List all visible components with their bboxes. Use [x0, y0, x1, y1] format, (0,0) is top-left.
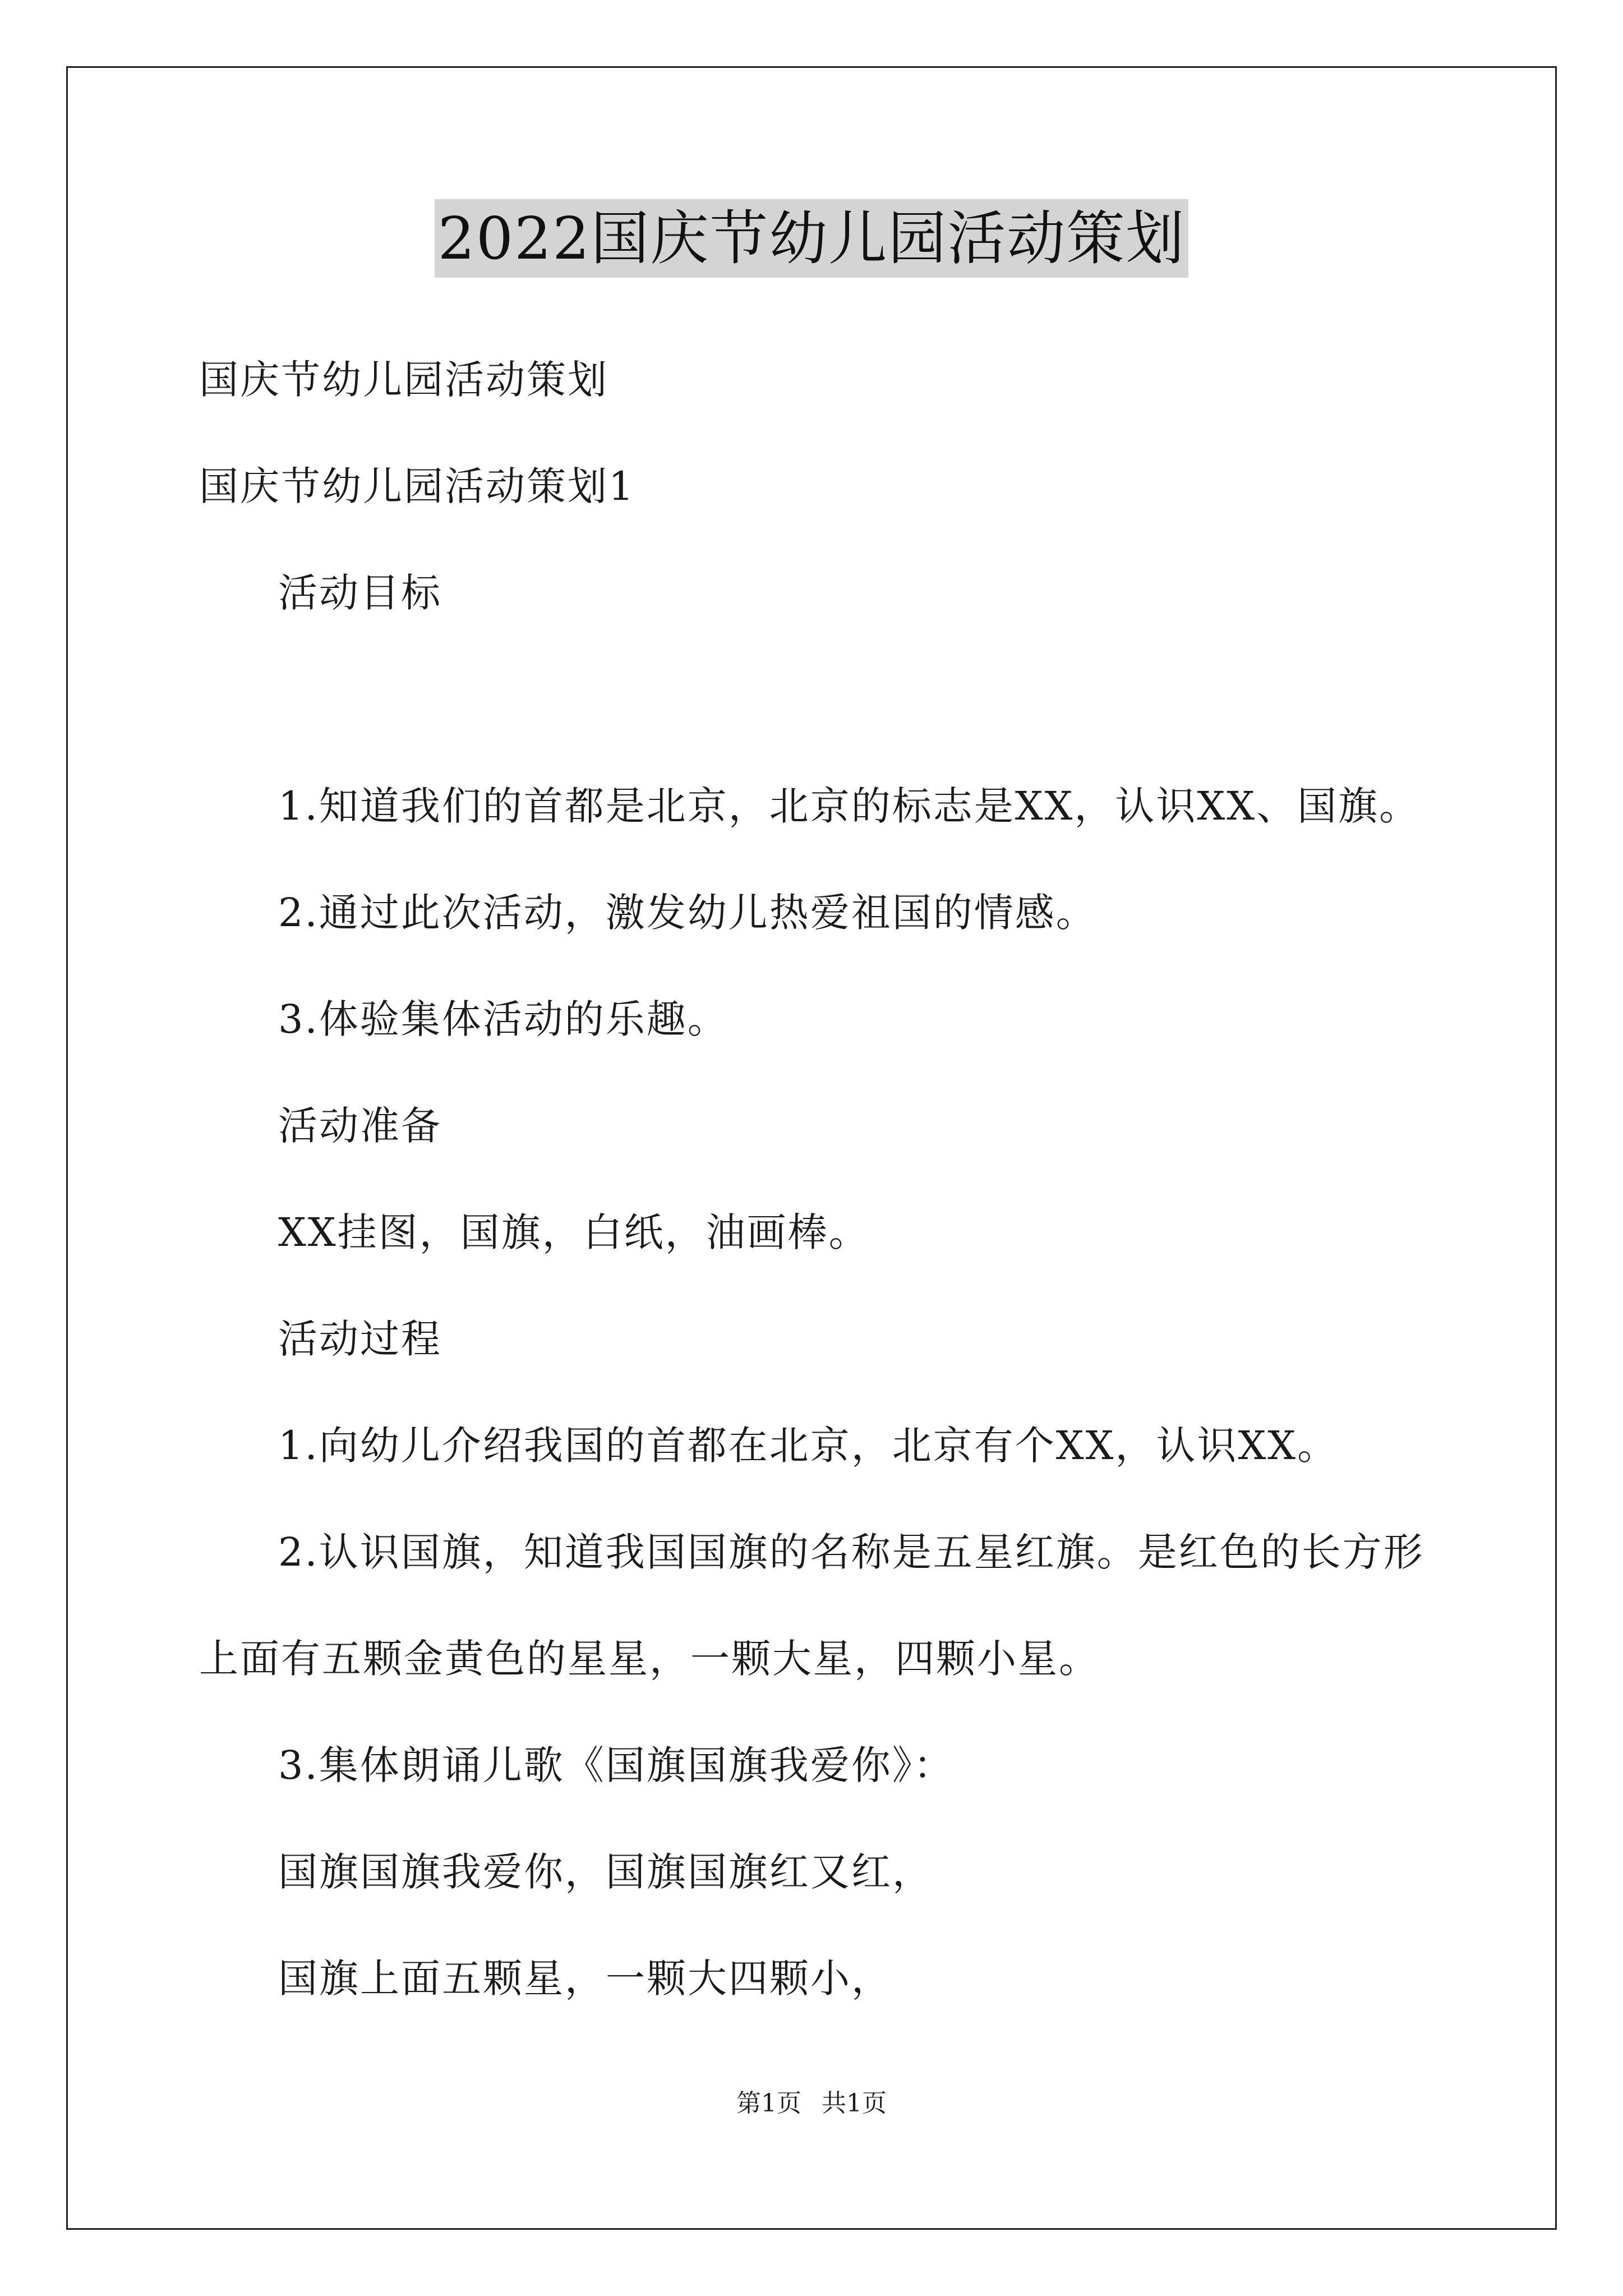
paragraph-continuation: 上面有五颗金黄色的星星，一颗大星，四颗小星。	[199, 1636, 1100, 1682]
title-container	[0, 199, 1623, 278]
paragraph: 1.向幼儿介绍我国的首都在北京，北京有个XX，认识XX。	[278, 1423, 1339, 1469]
paragraph: 3.集体朗诵儿歌《国旗国旗我爱你》：	[278, 1742, 955, 1788]
paragraph: 2.通过此次活动，激发幼儿热爱祖国的情感。	[278, 890, 1097, 936]
page-total: 共1页	[822, 2089, 887, 2118]
section-heading: 国庆节幼儿园活动策划1	[199, 463, 635, 509]
poem-line: 国旗国旗我爱你，国旗国旗红又红，	[278, 1849, 933, 1895]
paragraph: XX挂图，国旗，白纸，油画棒。	[278, 1209, 870, 1255]
paragraph: 2.认识国旗，知道我国国旗的名称是五星红旗。是红色的长方形	[278, 1529, 1424, 1575]
page-number: 第1页	[736, 2089, 801, 2118]
page-footer	[0, 2087, 1623, 2120]
paragraph: 1.知道我们的首都是北京，北京的标志是XX，认识XX、国旗。	[278, 783, 1421, 829]
document-title[interactable]: 2022国庆节幼儿园活动策划	[435, 199, 1189, 278]
paragraph-heading: 活动准备	[278, 1103, 442, 1149]
paragraph-heading: 活动目标	[278, 570, 442, 616]
paragraph-heading: 活动过程	[278, 1316, 442, 1362]
poem-line: 国旗上面五颗星，一颗大四颗小，	[278, 1955, 892, 2001]
paragraph: 3.体验集体活动的乐趣。	[278, 996, 728, 1042]
subtitle: 国庆节幼儿园活动策划	[199, 357, 608, 403]
